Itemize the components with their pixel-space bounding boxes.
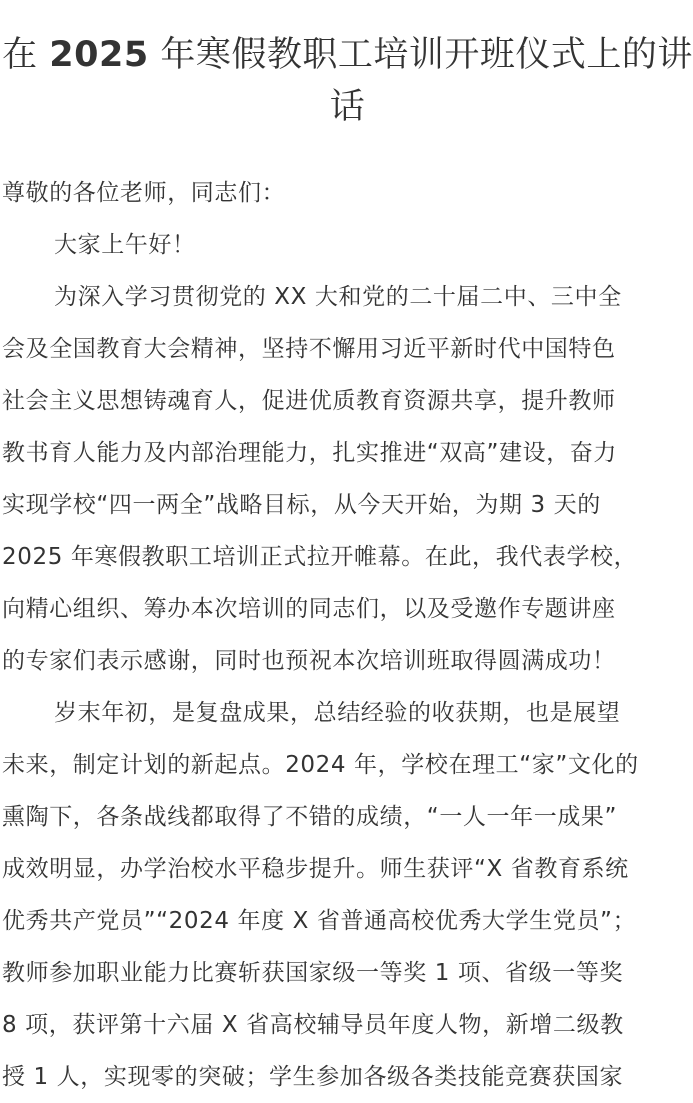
text-line: 8 项，获评第十六届 X 省高校辅导员年度人物，新增二级教: [2, 1012, 624, 1038]
text-line: 会及全国教育大会精神，坚持不懈用习近平新时代中国特色: [2, 336, 616, 362]
text-line: 熏陶下，各条战线都取得了不错的成绩，“一人一年一成果”: [2, 804, 618, 830]
text-line: 大家上午好！: [54, 232, 196, 258]
text-line: 尊敬的各位老师，同志们：: [2, 180, 286, 206]
text-line: 岁末年初，是复盘成果，总结经验的收获期，也是展望: [54, 700, 621, 726]
text-line: 2025 年寒假教职工培训正式拉开帷幕。在此，我代表学校，: [2, 544, 638, 570]
text-line: 优秀共产党员”“2024 年度 X 省普通高校优秀大学生党员”；: [2, 908, 637, 934]
text-line: 未来，制定计划的新起点。2024 年，学校在理工“家”文化的: [2, 752, 639, 778]
text-line: 为深入学习贯彻党的 XX 大和党的二十届二中、三中全: [54, 284, 622, 310]
document-body: [2, 167, 693, 1103]
title-suffix: 年寒假教职工培训开班仪式上的讲话: [148, 35, 693, 127]
text-line: 成效明显，办学治校水平稳步提升。师生获评“X 省教育系统: [2, 856, 629, 882]
document-title: [2, 0, 693, 133]
text-line: 社会主义思想铸魂育人，促进优质教育资源共享，提升教师: [2, 388, 616, 414]
text-line: 实现学校“四一两全”战略目标，从今天开始，为期 3 天的: [2, 492, 601, 518]
text-line: 向精心组织、筹办本次培训的同志们，以及受邀作专题讲座: [2, 596, 616, 622]
text-line: 授 1 人，实现零的突破；学生参加各级各类技能竞赛获国家: [2, 1064, 624, 1090]
title-prefix: 在: [2, 35, 50, 75]
title-year: 2025: [49, 35, 149, 75]
text-line: 教书育人能力及内部治理能力，扎实推进“双高”建设，奋力: [2, 440, 618, 466]
text-line: 的专家们表示感谢，同时也预祝本次培训班取得圆满成功！: [2, 648, 616, 674]
text-line: 教师参加职业能力比赛斩获国家级一等奖 1 项、省级一等奖: [2, 960, 624, 986]
